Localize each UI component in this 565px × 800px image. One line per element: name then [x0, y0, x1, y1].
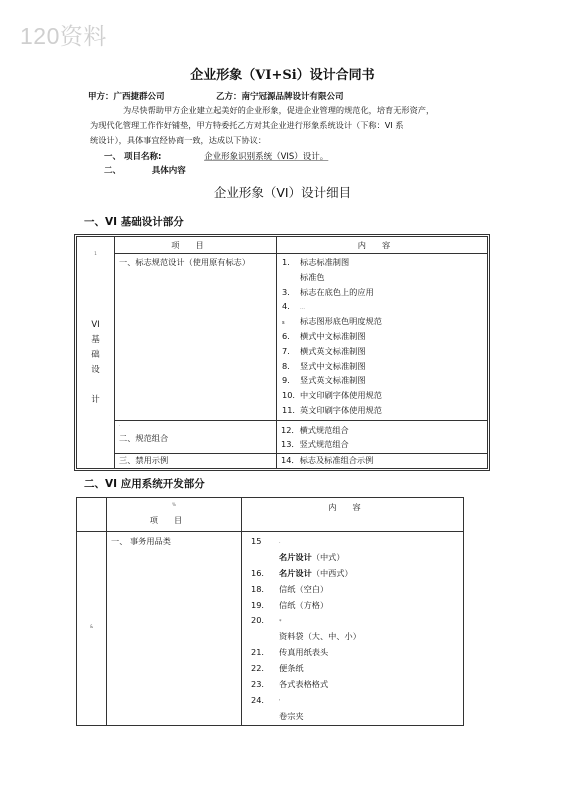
- list-item-text: 竖式中文标准制图: [300, 360, 366, 371]
- table1-side-cell: [77, 237, 115, 469]
- table1-row2-line-2: 13．竖式规范组合: [281, 438, 349, 449]
- list-item-number: 11.: [282, 404, 296, 415]
- list-item-text: 便条纸: [279, 663, 304, 674]
- list-item-text: …: [300, 305, 305, 312]
- list-item-number: 23.: [251, 679, 265, 690]
- table2-list-item: [246, 677, 463, 693]
- side-label-ji: 基: [91, 335, 100, 345]
- watermark: 120资料: [20, 23, 107, 49]
- section-2-heading: 二、VI 应用系统开发部分: [84, 478, 205, 490]
- side-label-chu: 础: [91, 350, 100, 360]
- list-item-text: 标志图形底色明度规范: [300, 316, 382, 327]
- side-label-vi: VI: [91, 320, 100, 330]
- table2-header-side: [77, 498, 107, 532]
- list-item-number: s: [282, 320, 285, 327]
- table2-list-item: [246, 709, 463, 725]
- side-label-ji2: 计: [91, 395, 100, 405]
- list-item-number: 15: [251, 536, 262, 546]
- table1-side-label: [77, 318, 114, 408]
- table1-list-item: [277, 285, 487, 300]
- table1-header-content: 内容: [277, 237, 488, 254]
- basic-design-table: [76, 236, 488, 469]
- table1-row2-mark: ·: [119, 422, 121, 428]
- list-item-number: 19.: [251, 599, 265, 610]
- table1-list-item: [277, 403, 487, 418]
- table1-row1-content: [277, 254, 488, 421]
- list-item-text: 卷宗夹: [279, 710, 304, 721]
- table1-list-item: [277, 329, 487, 344]
- table2-row1-list: [246, 534, 463, 725]
- table1-list-item: [277, 255, 487, 270]
- list-item-number: 24.: [251, 694, 265, 705]
- table2-header-item: 项目: [149, 515, 199, 525]
- table1-row3-item: 三、禁用示例: [115, 453, 277, 468]
- list-item-number: 10.: [282, 390, 296, 401]
- table1-list-item: [277, 314, 487, 329]
- table1-row1-list: [277, 255, 487, 418]
- list-item-text: 传真用纸表头: [279, 647, 329, 658]
- table2-list-item: [246, 661, 463, 677]
- list-item-text: 竖式英文标准制图: [300, 375, 366, 386]
- list-item-text: 标志标准制图: [300, 257, 350, 267]
- table2-header-content: 内容: [242, 498, 464, 532]
- list-item-number: 18.: [251, 583, 265, 594]
- list-item-number: 8.: [282, 360, 290, 371]
- section-1-heading: 一、VI 基础设计部分: [84, 216, 184, 228]
- item-1-value: 企业形象识别系统（VIS）设计。: [204, 152, 329, 162]
- table1-row2-item-cell: [115, 420, 277, 453]
- table1-list-item: [277, 344, 487, 359]
- table1-header-item: 项目: [115, 237, 277, 254]
- list-item-text: 名片设计: [279, 567, 312, 578]
- list-item-number: 21.: [251, 647, 265, 658]
- item-2-value: 具体内容: [151, 166, 186, 176]
- table2-row1-content: [242, 532, 464, 726]
- list-item-text: 信纸（方格）: [279, 599, 329, 610]
- list-item-number: 1.: [282, 257, 290, 267]
- list-item-number: 3.: [282, 286, 290, 297]
- list-item-suffix: （中西式）: [311, 567, 353, 578]
- item-2-label: 二、: [104, 166, 122, 176]
- table2-side-cell: [77, 532, 107, 726]
- list-item-number: 6.: [282, 330, 290, 341]
- table2-header-item-cell: [107, 498, 242, 532]
- table1-list-item: [277, 299, 487, 314]
- list-item-text: 中文印刷字体使用规范: [300, 390, 382, 401]
- list-item-text: 各式表格格式: [279, 679, 329, 690]
- item-2: [104, 164, 186, 176]
- list-item-suffix: （中式）: [311, 551, 345, 562]
- table2-list-item: [246, 550, 463, 566]
- party-a: 甲方：广西捷群公司: [88, 92, 165, 102]
- party-b: 乙方：南宁冠源品牌设计有限公司: [216, 92, 344, 102]
- table2-list-item: [246, 598, 463, 614]
- list-item-text: ·: [279, 540, 281, 546]
- table1-row2-content: [277, 420, 488, 453]
- list-item-number: 4.: [282, 301, 290, 312]
- intro-line-2: 为现代化管理工作作好铺垫，甲方特委托乙方对其企业进行形象系统设计（下称：VI 系: [90, 120, 404, 130]
- side-label-gap: [77, 378, 114, 393]
- intro-line-3: 统设计），具体事宜经协商一致，达成以下协议：: [90, 135, 267, 145]
- table2-list-item: [246, 693, 463, 709]
- table1-list-item: [277, 270, 487, 285]
- table1-row2-item: 二、规范组合: [119, 432, 169, 443]
- item-1: [104, 150, 328, 162]
- list-item-number: 20.: [251, 615, 265, 626]
- table1-side-mark: 1: [94, 251, 97, 256]
- list-item-text: 横式英文标准制图: [300, 345, 366, 356]
- table1-row3-content: 14．标志及标准组合示例: [277, 453, 488, 468]
- table2-side-mark: &: [89, 624, 94, 629]
- list-item-number: 16.: [251, 567, 265, 578]
- table1-row1-item: 一、标志规范设计（使用原有标志）: [115, 254, 277, 421]
- intro-line-1: 为尽快帮助甲方企业建立起美好的企业形象，促进企业管理的规范化，培育无形资产，: [123, 105, 435, 115]
- table2-list-item: [246, 582, 463, 598]
- list-item-number: 7.: [282, 345, 290, 356]
- table2-row1-item: 一、 事务用品类: [107, 532, 242, 726]
- table2-list-item: [246, 645, 463, 661]
- list-item-text: 标准色: [300, 271, 325, 282]
- table2-list-item: [246, 613, 463, 629]
- application-design-table: [76, 497, 464, 726]
- table1-list-item: [277, 359, 487, 374]
- list-item-text: 标志在底色上的应用: [300, 286, 374, 297]
- list-item-number: 9.: [282, 375, 290, 386]
- list-item-text: *: [279, 619, 282, 626]
- list-item-number: 22.: [251, 663, 265, 674]
- list-item-text: 横式中文标准制图: [300, 330, 366, 341]
- list-item-text: 信纸（空白）: [279, 583, 329, 594]
- list-item-text: 名片设计: [279, 551, 312, 562]
- table1-row2-line-1: 12．横式规范组合: [281, 424, 349, 435]
- table2-list-item: [246, 534, 463, 550]
- table2-list-item: [246, 629, 463, 645]
- side-label-she: 设: [91, 365, 100, 375]
- list-item-text: ': [279, 698, 281, 705]
- item-1-label: 一、 项目名称:: [104, 152, 162, 162]
- list-item-text: 英文印刷字体使用规范: [300, 404, 382, 415]
- intro-paragraph: [90, 103, 499, 148]
- table2-header-mark: %: [172, 502, 176, 507]
- section-subtitle: 企业形象（VI）设计细目: [213, 185, 352, 200]
- table1-list-item: [277, 388, 487, 403]
- table2-list-item: [246, 566, 463, 582]
- table1-list-item: [277, 373, 487, 388]
- list-item-text: 资料袋（大、中、小）: [279, 631, 361, 642]
- document-title: 企业形象（VI+Si）设计合同书: [190, 68, 375, 83]
